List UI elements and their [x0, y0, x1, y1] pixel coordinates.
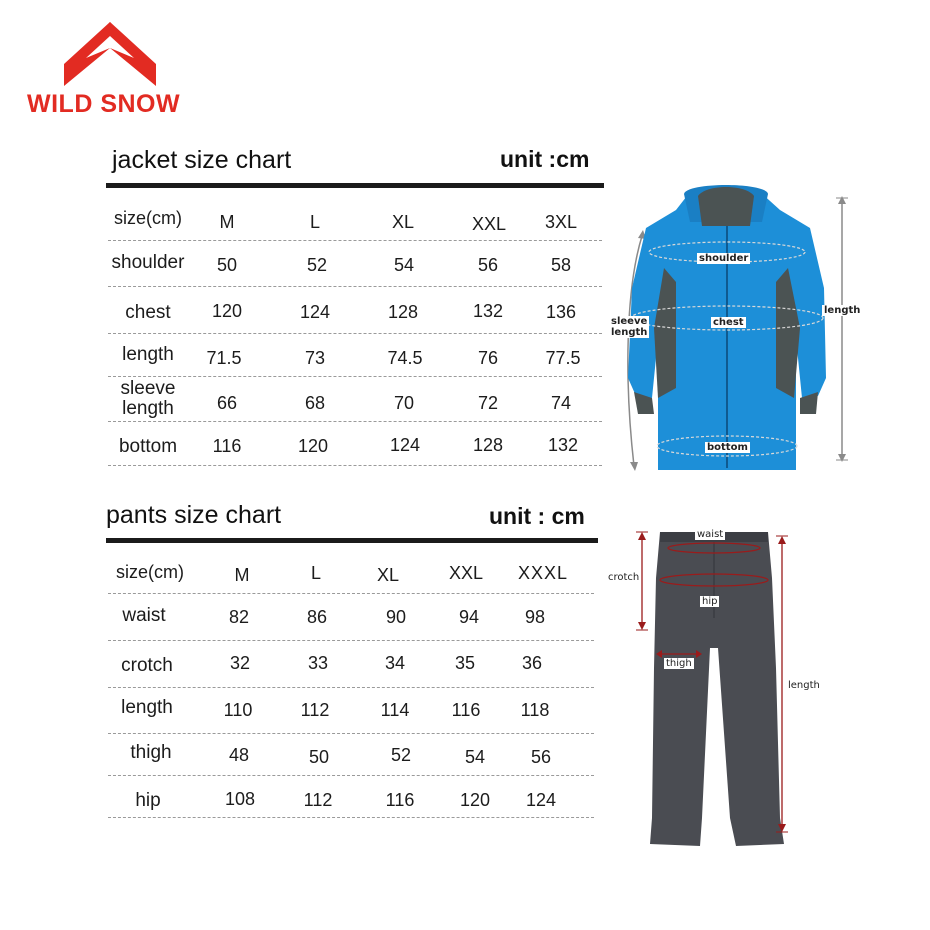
- jacket-cell: 120: [297, 436, 329, 456]
- pants-header-m: M: [234, 565, 250, 585]
- jacket-diagram-label-shoulder: shoulder: [699, 253, 749, 264]
- pants-diagram-label-crotch: crotch: [608, 572, 640, 583]
- jacket-cell: 71.5: [206, 348, 242, 368]
- pants-cell: 110: [223, 700, 253, 720]
- jacket-illustration: [610, 178, 880, 478]
- pants-cell: 50: [308, 747, 330, 767]
- jacket-cell: 66: [216, 393, 238, 413]
- jacket-row-divider: [108, 286, 602, 287]
- pants-row-divider: [108, 775, 594, 776]
- jacket-row-label-sleeve-length: sleeve length: [120, 378, 176, 419]
- pants-cell: 32: [229, 653, 251, 673]
- jacket-cell: 70: [393, 393, 415, 413]
- pants-header-bar: [106, 538, 598, 543]
- brand-logo: [60, 18, 160, 90]
- pants-row-label-waist: waist: [122, 605, 166, 626]
- jacket-cell: 52: [306, 255, 328, 275]
- pants-unit-label: unit : cm: [489, 503, 585, 529]
- pants-cell: 56: [530, 747, 552, 767]
- jacket-cell: 54: [393, 255, 415, 275]
- jacket-cell: 73: [304, 348, 326, 368]
- jacket-row-divider: [108, 465, 602, 466]
- pants-cell: 118: [520, 700, 550, 720]
- jacket-row-label-bottom: bottom: [118, 436, 178, 457]
- jacket-cell: 58: [550, 255, 572, 275]
- jacket-header-bar: [106, 183, 604, 188]
- jacket-cell: 116: [212, 436, 242, 456]
- pants-diagram-label-length: length: [788, 680, 820, 691]
- pants-chart-title: pants size chart: [106, 501, 282, 529]
- pants-row-divider: [108, 593, 594, 594]
- jacket-cell: 74: [550, 393, 572, 413]
- mountain-logo-icon: [60, 18, 160, 90]
- jacket-header-l: L: [309, 212, 320, 232]
- jacket-diagram: [610, 178, 880, 478]
- jacket-cell: 124: [389, 435, 421, 455]
- pants-cell: 124: [525, 790, 557, 810]
- pants-row-divider: [108, 640, 594, 641]
- jacket-cell: 68: [304, 393, 326, 413]
- pants-cell: 114: [380, 700, 410, 720]
- pants-cell: 33: [307, 653, 329, 673]
- pants-row-divider: [108, 817, 594, 818]
- jacket-cell: 77.5: [545, 348, 581, 368]
- pants-cell: 90: [385, 607, 407, 627]
- pants-header-size: size(cm): [116, 562, 184, 582]
- pants-diagram: [630, 528, 810, 848]
- jacket-header-m: M: [219, 212, 235, 232]
- jacket-cell: 124: [299, 302, 331, 322]
- jacket-chart-title: jacket size chart: [112, 146, 292, 174]
- jacket-header-size: size(cm): [114, 208, 182, 228]
- jacket-row-divider: [108, 376, 602, 377]
- pants-illustration: [630, 528, 810, 848]
- jacket-row-divider: [108, 421, 602, 422]
- pants-cell: 116: [385, 790, 415, 810]
- pants-cell: 108: [224, 789, 256, 809]
- pants-row-label-thigh: thigh: [130, 742, 172, 763]
- jacket-cell: 128: [472, 435, 504, 455]
- jacket-diagram-label-bottom: bottom: [707, 442, 748, 453]
- pants-cell: 34: [384, 653, 406, 673]
- pants-cell: 112: [303, 790, 333, 810]
- pants-header-xxxl: XXXL: [517, 563, 569, 583]
- jacket-diagram-label-chest: chest: [713, 317, 744, 328]
- pants-header-l: L: [310, 563, 321, 583]
- pants-cell: 86: [306, 607, 328, 627]
- jacket-row-label-chest: chest: [125, 302, 171, 323]
- pants-row-divider: [108, 733, 594, 734]
- pants-diagram-label-waist: waist: [697, 529, 724, 540]
- jacket-cell: 72: [477, 393, 499, 413]
- pants-cell: 52: [390, 745, 412, 765]
- jacket-cell: 50: [216, 255, 238, 275]
- jacket-row-label-shoulder: shoulder: [111, 253, 185, 273]
- jacket-cell: 74.5: [387, 348, 423, 368]
- jacket-cell: 132: [547, 435, 579, 455]
- jacket-header-xl: XL: [391, 212, 415, 232]
- jacket-cell: 56: [477, 255, 499, 275]
- pants-header-xxl: XXL: [448, 563, 484, 583]
- pants-diagram-label-thigh: thigh: [666, 658, 692, 669]
- jacket-row-label-length: length: [122, 344, 174, 365]
- jacket-header-xxl: XXL: [471, 214, 507, 234]
- jacket-unit-label: unit :cm: [500, 146, 590, 172]
- pants-cell: 35: [454, 653, 476, 673]
- jacket-cell: 120: [211, 301, 243, 321]
- jacket-header-3xl: 3XL: [544, 212, 578, 232]
- pants-row-label-length: length: [121, 697, 173, 718]
- jacket-cell: 128: [387, 302, 419, 322]
- pants-cell: 36: [521, 653, 543, 673]
- pants-row-label-crotch: crotch: [121, 655, 173, 676]
- pants-cell: 94: [458, 607, 480, 627]
- jacket-diagram-label-length: length: [824, 305, 861, 316]
- pants-row-label-hip: hip: [135, 790, 161, 811]
- jacket-row-divider: [108, 333, 602, 334]
- pants-cell: 82: [228, 607, 250, 627]
- jacket-cell: 136: [545, 302, 577, 322]
- pants-cell: 98: [524, 607, 546, 627]
- pants-cell: 54: [464, 747, 486, 767]
- brand-name: WILD SNOW: [27, 90, 181, 118]
- pants-cell: 48: [228, 745, 250, 765]
- jacket-diagram-label-sleeve-length: sleeve length: [611, 316, 648, 338]
- pants-row-divider: [108, 687, 594, 688]
- pants-header-xl: XL: [376, 565, 400, 585]
- pants-cell: 120: [459, 790, 491, 810]
- jacket-cell: 132: [472, 301, 504, 321]
- pants-diagram-label-hip: hip: [702, 596, 718, 607]
- pants-cell: 112: [300, 700, 330, 720]
- jacket-cell: 76: [477, 348, 499, 368]
- pants-cell: 116: [451, 700, 481, 720]
- jacket-row-divider: [108, 240, 602, 241]
